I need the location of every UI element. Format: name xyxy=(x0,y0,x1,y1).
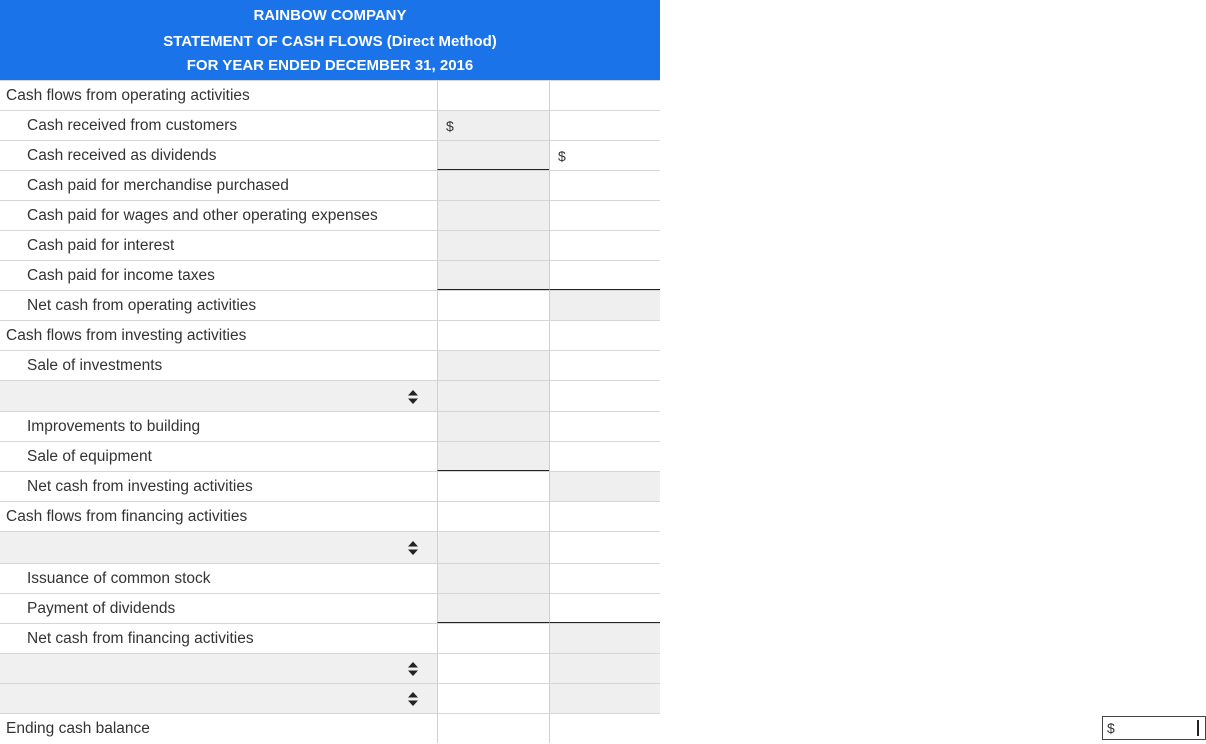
table-row xyxy=(0,411,660,441)
amount-cell[interactable] xyxy=(437,320,549,350)
improvements-building-label: Improvements to building xyxy=(0,411,437,441)
text-cursor xyxy=(1197,720,1199,736)
table-row xyxy=(0,441,660,471)
account-dropdown[interactable] xyxy=(0,683,437,713)
up-down-arrows-icon xyxy=(408,662,418,676)
total-cell[interactable] xyxy=(549,593,660,623)
amount-cell[interactable] xyxy=(437,653,549,683)
paid-taxes-input[interactable] xyxy=(437,260,549,290)
table-row xyxy=(0,350,660,380)
table-row xyxy=(0,623,660,653)
total-cell[interactable] xyxy=(549,140,660,170)
payment-dividends-label: Payment of dividends xyxy=(0,593,437,623)
currency-symbol: $ xyxy=(446,118,454,134)
currency-symbol: $ xyxy=(1107,720,1115,736)
account-dropdown[interactable] xyxy=(0,531,437,563)
table-row xyxy=(0,320,660,350)
statement-period: FOR YEAR ENDED DECEMBER 31, 2016 xyxy=(186,57,474,74)
table-row xyxy=(0,170,660,200)
table-row xyxy=(0,260,660,290)
sale-equipment-input[interactable] xyxy=(437,441,549,471)
amount-cell[interactable] xyxy=(437,471,549,501)
total-cell[interactable] xyxy=(549,80,660,110)
total-cell[interactable] xyxy=(549,380,660,411)
table-row xyxy=(0,80,660,110)
sale-investments-input[interactable] xyxy=(437,350,549,380)
total-cell[interactable] xyxy=(549,350,660,380)
dropdown-amount-input[interactable] xyxy=(437,531,549,563)
paid-taxes-label: Cash paid for income taxes xyxy=(0,260,437,290)
table-row xyxy=(0,531,660,563)
table-row xyxy=(0,290,660,320)
operating-section-label: Cash flows from operating activities xyxy=(0,80,437,110)
cash-received-customers-label: Cash received from customers xyxy=(0,110,437,140)
net-operating-input[interactable] xyxy=(549,290,660,320)
total-cell xyxy=(549,713,1115,743)
dropdown-total-input[interactable] xyxy=(549,653,660,683)
total-cell[interactable] xyxy=(549,170,660,200)
total-cell[interactable] xyxy=(549,200,660,230)
table-row xyxy=(0,713,1115,743)
net-financing-label: Net cash from financing activities xyxy=(0,623,437,653)
cash-received-dividends-label: Cash received as dividends xyxy=(0,140,437,170)
up-down-arrows-icon xyxy=(408,390,418,404)
paid-interest-label: Cash paid for interest xyxy=(0,230,437,260)
sale-equipment-label: Sale of equipment xyxy=(0,441,437,471)
currency-symbol: $ xyxy=(558,148,566,164)
payment-dividends-input[interactable] xyxy=(437,593,549,623)
table-row xyxy=(0,653,660,683)
ending-balance-label: Ending cash balance xyxy=(0,713,437,743)
table-row xyxy=(0,110,660,140)
statement-header xyxy=(0,0,660,80)
net-investing-label: Net cash from investing activities xyxy=(0,471,437,501)
total-cell[interactable] xyxy=(549,531,660,563)
total-cell[interactable] xyxy=(549,260,660,290)
table-row xyxy=(0,471,660,501)
net-operating-label: Net cash from operating activities xyxy=(0,290,437,320)
improvements-building-input[interactable] xyxy=(437,411,549,441)
issuance-stock-input[interactable] xyxy=(437,563,549,593)
paid-interest-input[interactable] xyxy=(437,230,549,260)
cash-received-dividends-input[interactable] xyxy=(437,140,549,170)
account-dropdown[interactable] xyxy=(0,653,437,683)
total-cell[interactable] xyxy=(549,110,660,140)
table-row xyxy=(0,200,660,230)
table-row xyxy=(0,563,660,593)
company-name: RAINBOW COMPANY xyxy=(253,7,407,24)
table-row xyxy=(0,380,660,411)
amount-cell[interactable] xyxy=(437,623,549,653)
net-investing-input[interactable] xyxy=(549,471,660,501)
total-cell[interactable] xyxy=(549,563,660,593)
table-row xyxy=(0,683,660,713)
table-row xyxy=(0,593,660,623)
amount-cell[interactable] xyxy=(437,80,549,110)
ending-balance-input[interactable] xyxy=(1102,716,1206,740)
paid-wages-input[interactable] xyxy=(437,200,549,230)
dropdown-total-input[interactable] xyxy=(549,683,660,713)
total-cell[interactable] xyxy=(549,441,660,471)
cash-received-customers-input[interactable] xyxy=(437,110,549,140)
paid-merchandise-label: Cash paid for merchandise purchased xyxy=(0,170,437,200)
amount-cell[interactable] xyxy=(437,713,549,743)
investing-section-label: Cash flows from investing activities xyxy=(0,320,437,350)
net-financing-input[interactable] xyxy=(549,623,660,653)
total-cell[interactable] xyxy=(549,411,660,441)
issuance-stock-label: Issuance of common stock xyxy=(0,563,437,593)
account-dropdown[interactable] xyxy=(0,380,437,411)
amount-cell[interactable] xyxy=(437,290,549,320)
paid-wages-label: Cash paid for wages and other operating expenses xyxy=(0,200,437,230)
total-cell[interactable] xyxy=(549,501,660,531)
total-cell[interactable] xyxy=(549,320,660,350)
total-cell[interactable] xyxy=(549,230,660,260)
sale-investments-label: Sale of investments xyxy=(0,350,437,380)
amount-cell[interactable] xyxy=(437,683,549,713)
up-down-arrows-icon xyxy=(408,692,418,706)
paid-merchandise-input[interactable] xyxy=(437,170,549,200)
table-row xyxy=(0,140,660,170)
amount-cell[interactable] xyxy=(437,501,549,531)
up-down-arrows-icon xyxy=(408,541,418,555)
dropdown-amount-input[interactable] xyxy=(437,380,549,411)
table-row xyxy=(0,230,660,260)
statement-title: STATEMENT OF CASH FLOWS (Direct Method) xyxy=(163,33,497,50)
financing-section-label: Cash flows from financing activities xyxy=(0,501,437,531)
table-row xyxy=(0,501,660,531)
